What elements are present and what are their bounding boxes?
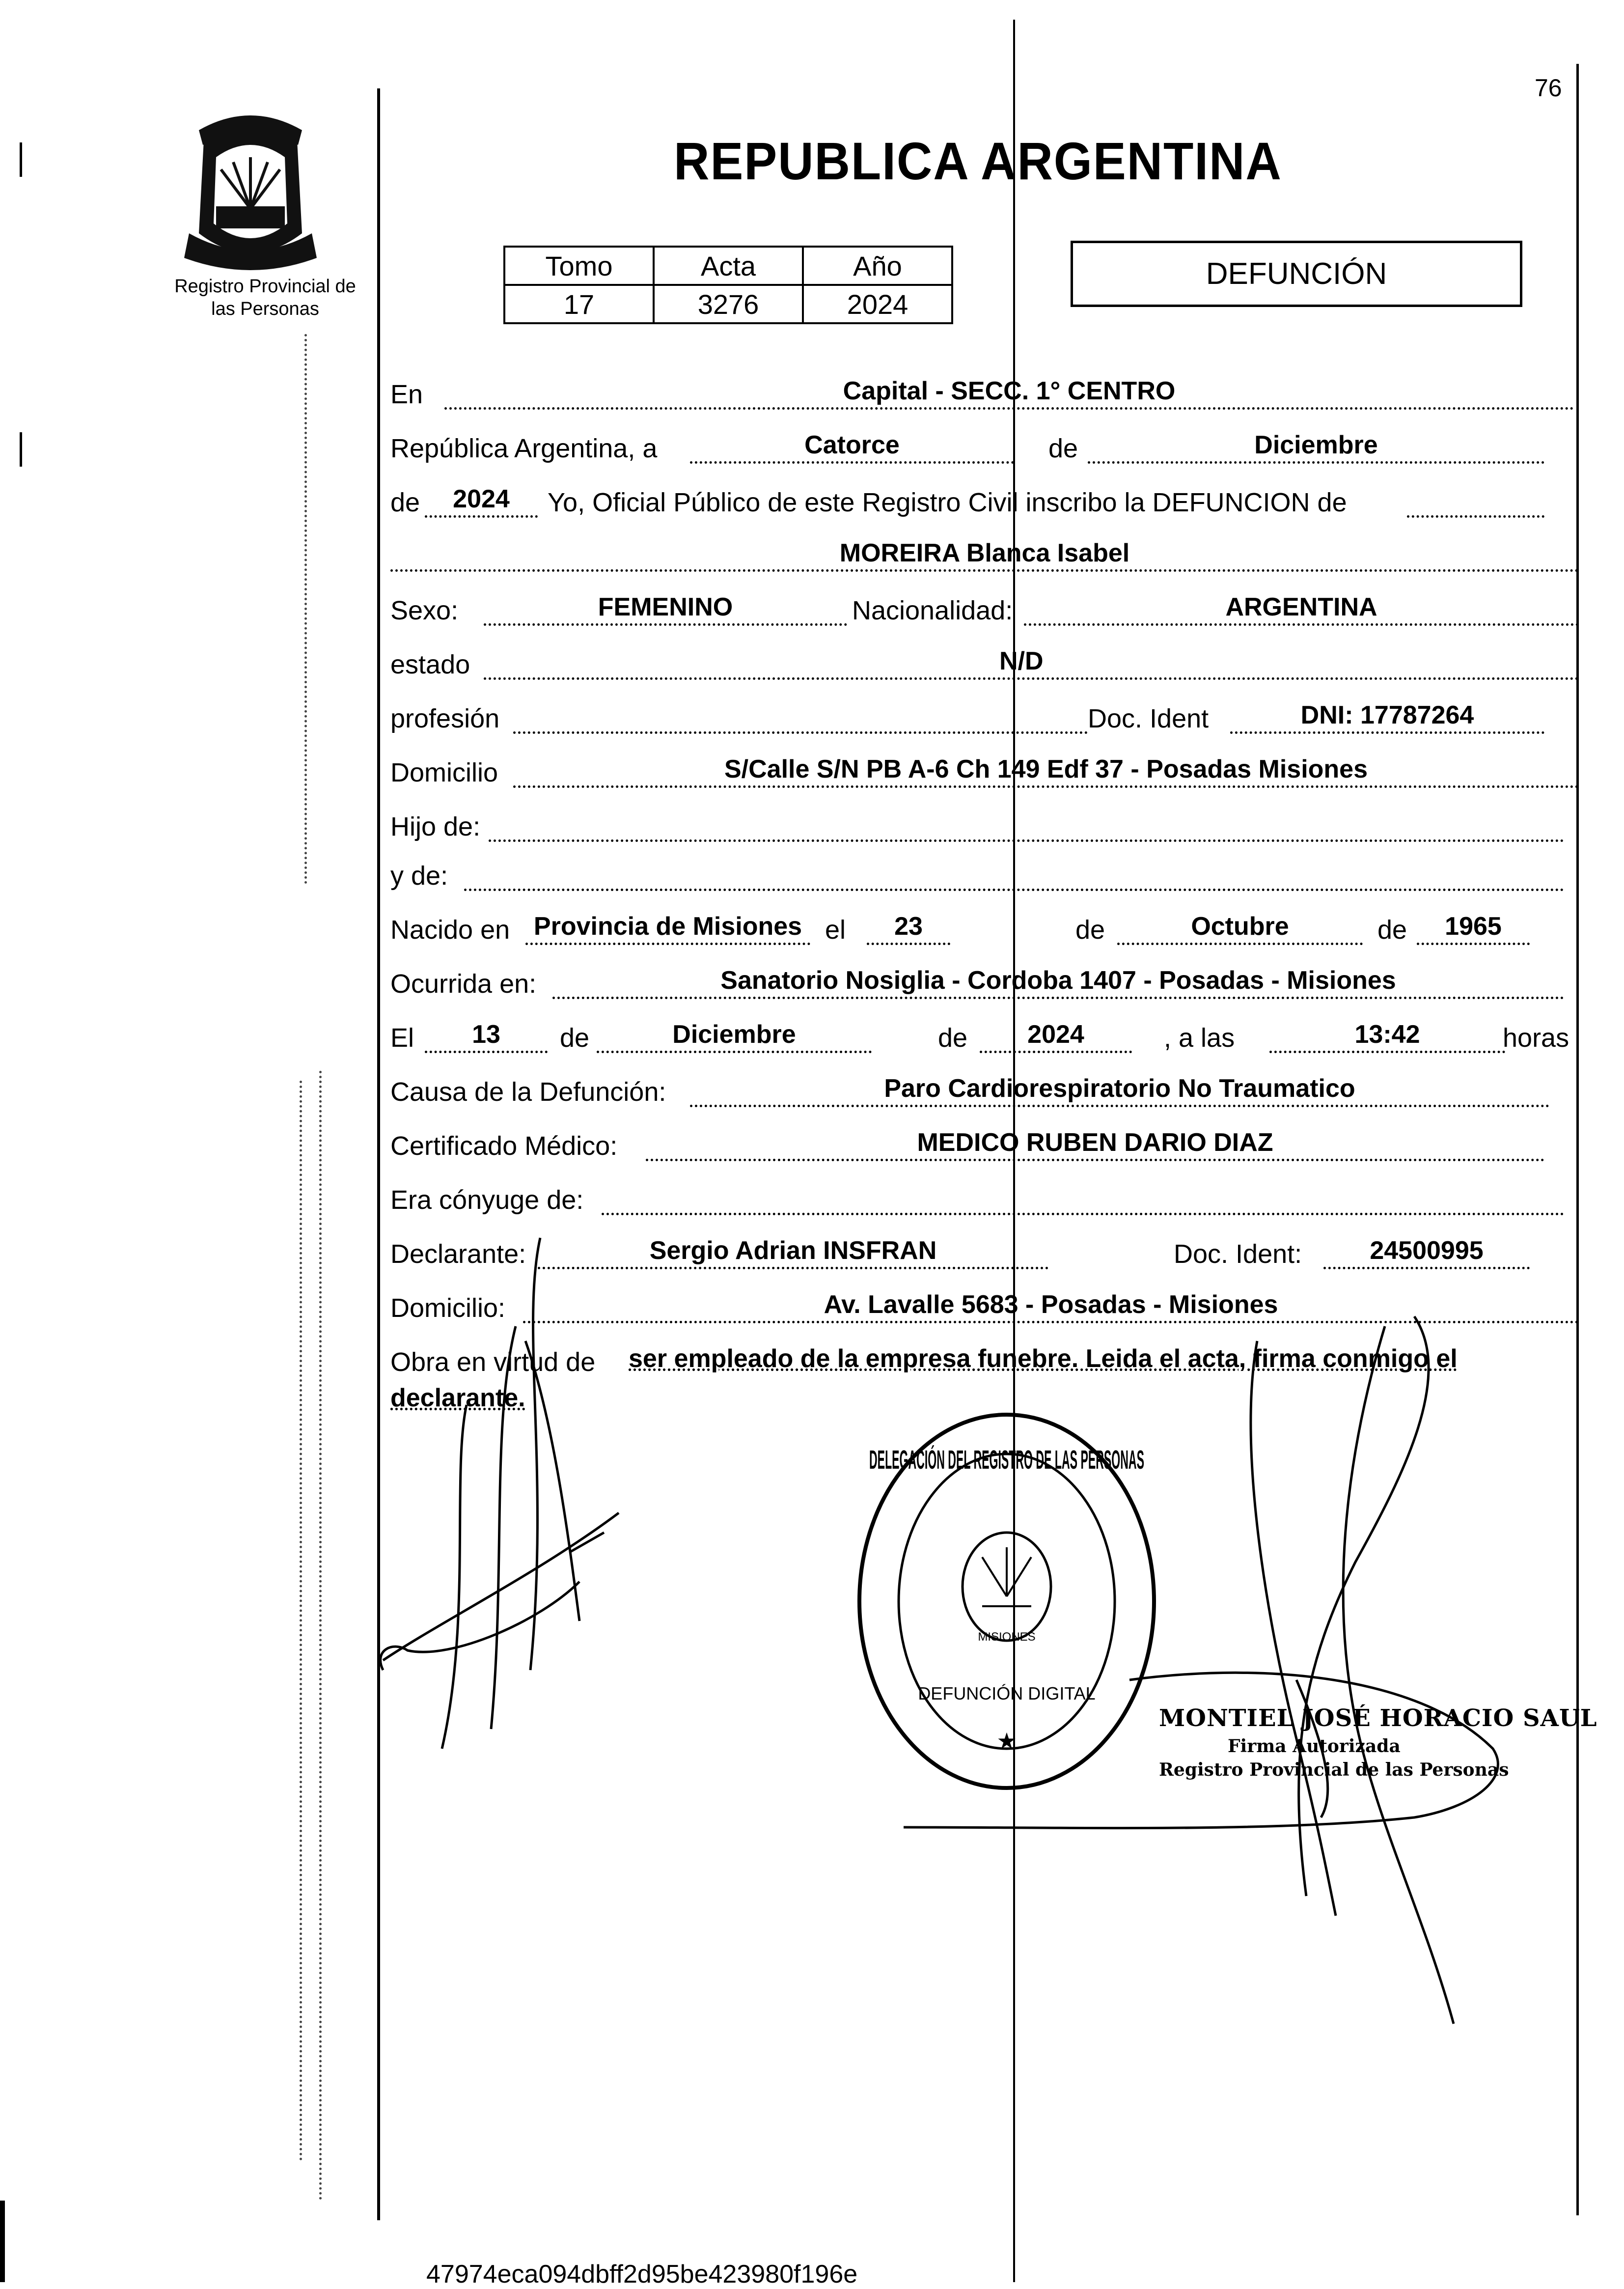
page-title: REPUBLICA ARGENTINA [674, 131, 1282, 191]
value-day: Catorce [804, 431, 900, 459]
line-conyuge [602, 1178, 1564, 1215]
label-republica: República Argentina, a [390, 434, 658, 463]
registry-line-2: las Personas [211, 299, 319, 319]
value-nacionalidad: ARGENTINA [1225, 593, 1377, 621]
label-declarante: Declarante: [390, 1239, 526, 1269]
row-nacido [390, 909, 1579, 948]
value-causa: Paro Cardiorespiratorio No Traumatico [884, 1074, 1355, 1103]
value-sexo: FEMENINO [598, 593, 733, 621]
row-sexo [390, 589, 1579, 629]
line-hijo [489, 805, 1564, 842]
row-ocurrida [390, 963, 1579, 1002]
label-domicilio: Domicilio [390, 758, 498, 787]
value-declarante: Sergio Adrian INSFRAN [649, 1236, 937, 1265]
document-type: DEFUNCIÓN [1206, 257, 1387, 291]
row-estado [390, 643, 1579, 683]
provincia-de-misiones-seal-icon [169, 111, 331, 273]
label-y-de: y de: [390, 861, 448, 891]
header-acta: Acta [654, 247, 803, 285]
value-anio: 2024 [803, 285, 952, 323]
label-obra: Obra en virtud de [390, 1347, 596, 1377]
label-hijo: Hijo de: [390, 812, 481, 841]
value-ocurrida: Sanatorio Nosiglia - Cordoba 1407 - Posadas - Misiones [720, 966, 1396, 995]
label-birth-de-1: de [1075, 915, 1105, 945]
official-org: Registro Provincial de las Personas [1159, 1759, 1509, 1780]
label-nacido: Nacido en [390, 915, 510, 945]
value-tomo: 17 [504, 285, 654, 323]
scan-mark-left-2 [20, 432, 22, 467]
value-death-day: 13 [472, 1020, 500, 1049]
label-el: el [825, 915, 846, 945]
row-decl-domicilio [390, 1287, 1579, 1326]
label-el-2: El [390, 1023, 414, 1053]
label-ocurrida: Ocurrida en: [390, 969, 537, 999]
label-causa: Causa de la Defunción: [390, 1077, 666, 1107]
value-death-time: 13:42 [1354, 1020, 1420, 1049]
value-domicilio: S/Calle S/N PB A-6 Ch 149 Edf 37 - Posadas Misiones [724, 755, 1368, 783]
value-month: Diciembre [1254, 431, 1378, 459]
label-death-de-2: de [938, 1023, 968, 1053]
label-year-de: de [390, 488, 420, 517]
label-doc-ident: Doc. Ident [1088, 704, 1209, 733]
value-year: 2024 [453, 485, 510, 513]
row-hijo [390, 806, 1579, 845]
label-sexo: Sexo: [390, 596, 459, 625]
line-year-tail [1407, 481, 1544, 518]
scan-line-left-margin [377, 88, 380, 2220]
value-birth-month: Octubre [1191, 912, 1289, 941]
official-role: Firma Autorizada [1228, 1736, 1401, 1757]
label-conyuge: Era cónyuge de: [390, 1185, 584, 1215]
line-y-de [464, 854, 1564, 891]
row-death-date [390, 1017, 1579, 1056]
header-anio: Año [803, 247, 952, 285]
row-certificado [390, 1125, 1579, 1164]
value-decl-doc: 24500995 [1370, 1236, 1484, 1265]
value-obra: ser empleado de la empresa funebre. Leida el acta, firma conmigo el [629, 1344, 1458, 1373]
scan-dashes-1 [304, 334, 309, 884]
row-causa [390, 1071, 1579, 1110]
seal-inner-text: DEFUNCIÓN DIGITAL [918, 1683, 1096, 1703]
official-signature-block [1159, 1704, 1597, 1780]
label-decl-domicilio: Domicilio: [390, 1293, 506, 1323]
label-estado: estado [390, 650, 470, 679]
value-birth-year: 1965 [1445, 912, 1502, 941]
value-en: Capital - SECC. 1° CENTRO [843, 377, 1176, 405]
value-birth-day: 23 [894, 912, 923, 941]
value-death-year: 2024 [1027, 1020, 1084, 1049]
scan-mark-left-1 [20, 142, 22, 177]
value-deceased-name: MOREIRA Blanca Isabel [839, 539, 1130, 567]
row-domicilio [390, 752, 1579, 791]
row-name [390, 535, 1579, 575]
star-icon: ★ [996, 1728, 1017, 1754]
row-date [390, 427, 1579, 467]
row-y-de [390, 855, 1579, 894]
value-death-month: Diciembre [672, 1020, 796, 1049]
label-en: En [390, 380, 423, 409]
label-decl-doc: Doc. Ident: [1174, 1239, 1302, 1269]
seal-emblem-text: MISIONES [978, 1630, 1036, 1644]
value-estado: N/D [999, 647, 1044, 675]
scan-dashes-2 [319, 1071, 324, 2201]
value-decl-domicilio: Av. Lavalle 5683 - Posadas - Misiones [824, 1290, 1278, 1319]
document-hash: 47974eca094dbff2d95be423980f196e [426, 2260, 858, 2289]
record-table [503, 246, 953, 324]
label-certificado: Certificado Médico: [390, 1131, 618, 1161]
scan-dashes-3 [300, 1081, 304, 2161]
row-profesion [390, 698, 1579, 737]
official-name: MONTIEL JOSÉ HORACIO SAUL [1159, 1704, 1597, 1732]
scan-edge-bottom [0, 2201, 5, 2282]
page-number: 76 [1535, 74, 1562, 102]
value-acta: 3276 [654, 285, 803, 323]
seal-ring-text: DELEGACIÓN DEL REGISTRO DE LAS PERSONAS [869, 1445, 1144, 1475]
row-en [390, 373, 1579, 413]
record-table-header-row [504, 247, 952, 285]
label-horas: horas [1503, 1023, 1569, 1053]
value-doc-ident: DNI: 17787264 [1300, 701, 1474, 729]
value-nacido: Provincia de Misiones [533, 912, 802, 941]
label-birth-de-2: de [1377, 915, 1407, 945]
document-type-box [1071, 241, 1522, 307]
inscribo-text: Yo, Oficial Público de este Registro Civil inscribo la DEFUNCION de [548, 488, 1347, 517]
label-profesion: profesión [390, 704, 500, 733]
row-conyuge [390, 1179, 1579, 1218]
line-profesion [513, 697, 1088, 734]
row-obra [390, 1341, 1579, 1380]
row-year [390, 481, 1579, 521]
record-table-value-row [504, 285, 952, 323]
registro-seal-stamp-icon [854, 1410, 1159, 1793]
label-nacionalidad: Nacionalidad: [852, 596, 1013, 625]
value-certificado: MEDICO RUBEN DARIO DIAZ [917, 1128, 1273, 1157]
header-tomo: Tomo [504, 247, 654, 285]
row-declarante [390, 1233, 1579, 1272]
registry-name [147, 275, 383, 320]
value-obra-2: declarante. [390, 1384, 525, 1412]
registry-line-1: Registro Provincial de [174, 276, 356, 297]
label-a-las: , a las [1164, 1023, 1235, 1053]
label-de: de [1048, 434, 1078, 463]
label-death-de-1: de [560, 1023, 590, 1053]
